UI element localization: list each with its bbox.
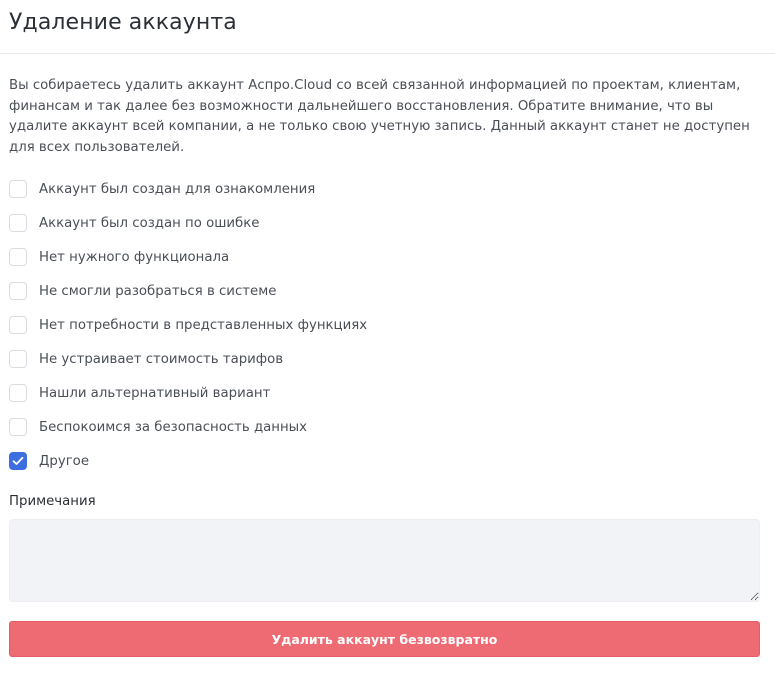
- checkbox[interactable]: [9, 384, 27, 402]
- reason-label: Другое: [39, 453, 89, 469]
- page-title: Удаление аккаунта: [9, 10, 237, 35]
- reason-label: Нет нужного функционала: [39, 249, 230, 265]
- checkbox[interactable]: [9, 350, 27, 368]
- reason-label: Не устраивает стоимость тарифов: [39, 351, 284, 367]
- checkbox[interactable]: [9, 316, 27, 334]
- reason-item-alternative[interactable]: [9, 376, 760, 410]
- checkbox[interactable]: [9, 248, 27, 266]
- notes-label: Примечания: [9, 494, 96, 509]
- reason-item-security[interactable]: [9, 410, 760, 444]
- reason-label: Беспокоимся за безопасность данных: [39, 419, 308, 435]
- reason-label: Нет потребности в представленных функциях: [39, 317, 368, 333]
- warning-description: Вы собираетесь удалить аккаунт Аспро.Cloud со всей связанной информацией по проектам, клиентам, финансам и так далее без возможности дальнейшего восстановления. Обратите внимание, что вы удалите аккаунт всей компании, а не только свою учетную запись. Данный аккаунт станет не доступен для всех пользователей.: [9, 78, 750, 155]
- reason-item-no-need[interactable]: [9, 308, 760, 342]
- reason-item-pricing[interactable]: [9, 342, 760, 376]
- reason-item-missing-features[interactable]: [9, 240, 760, 274]
- reason-item-too-complex[interactable]: [9, 274, 760, 308]
- checkbox-checked[interactable]: [9, 452, 27, 470]
- checkbox[interactable]: [9, 418, 27, 436]
- page-header: [0, 0, 775, 54]
- checkmark-icon: [12, 456, 24, 466]
- delete-account-button[interactable]: Удалить аккаунт безвозвратно: [9, 621, 760, 657]
- checkbox[interactable]: [9, 282, 27, 300]
- reason-label: Нашли альтернативный вариант: [39, 385, 271, 401]
- delete-account-form: [0, 76, 775, 657]
- reason-label: Аккаунт был создан для ознакомления: [39, 181, 316, 197]
- reason-item-trial[interactable]: [9, 172, 760, 206]
- reason-list: [9, 172, 760, 478]
- reason-item-other[interactable]: [9, 444, 760, 478]
- checkbox[interactable]: [9, 180, 27, 198]
- reason-item-mistake[interactable]: [9, 206, 760, 240]
- notes-textarea[interactable]: [9, 519, 760, 602]
- reason-label: Аккаунт был создан по ошибке: [39, 215, 260, 231]
- reason-label: Не смогли разобраться в системе: [39, 283, 277, 299]
- checkbox[interactable]: [9, 214, 27, 232]
